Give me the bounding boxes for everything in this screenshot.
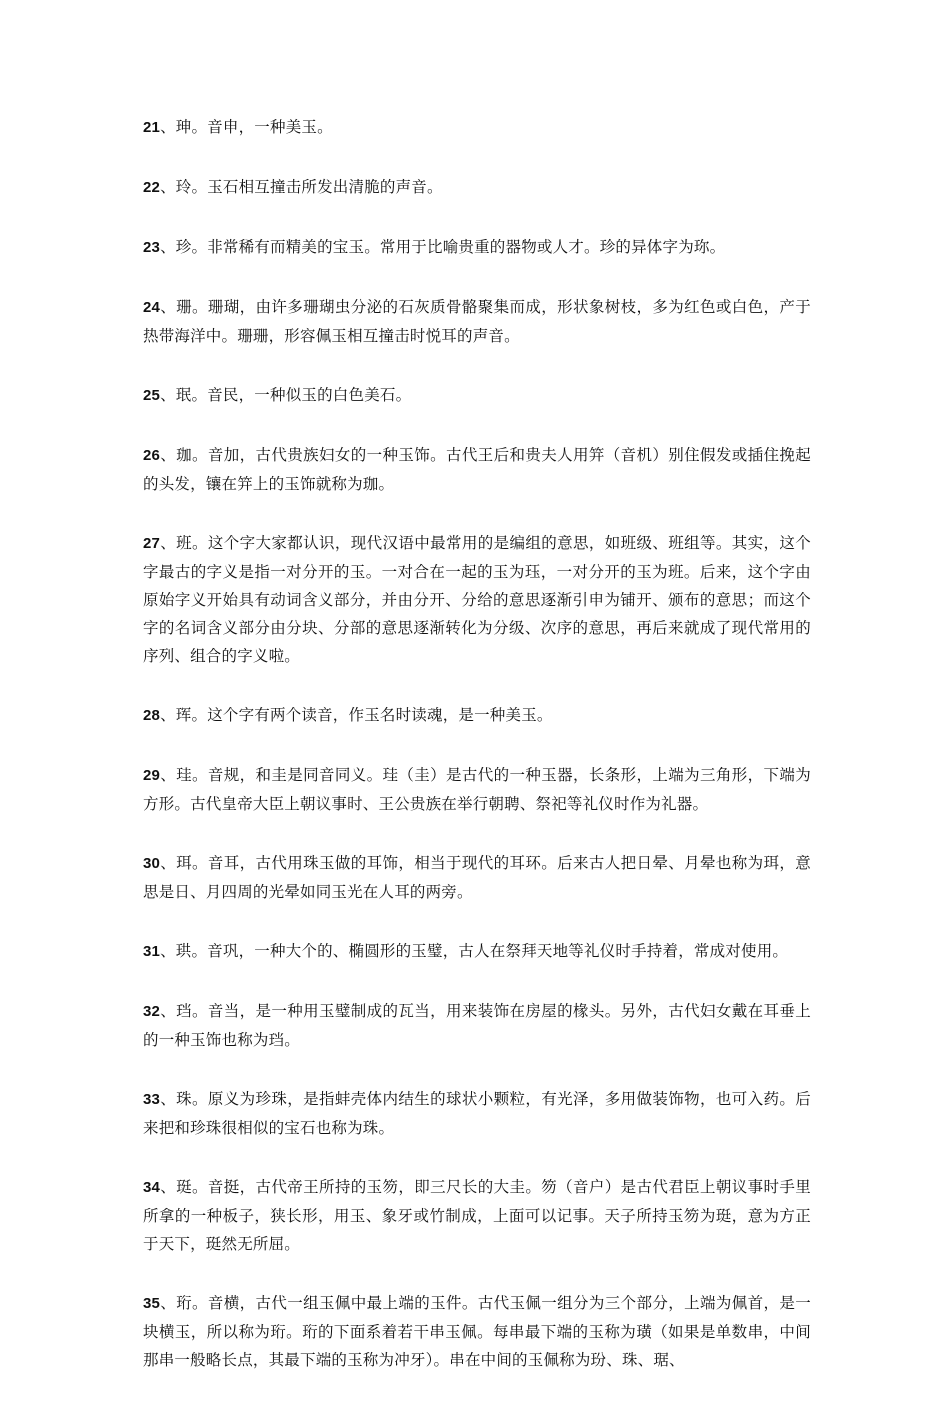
entry-list [143,113,811,1405]
entry-text: 、珩。音横，古代一组玉佩中最上端的玉件。古代玉佩一组分为三个部分，上端为佩首，是一块横玉，所以称为珩。珩的下面系着若干串玉佩。每串最下端的玉称为璜（如果是单数串，中间那串一般略长点，其最下端的玉称为冲牙）。串在中间的玉佩称为玢、珠、琚、 [143,1294,811,1369]
entry-34 [143,1173,811,1258]
entry-number: 23 [143,239,161,256]
entry-number: 31 [143,943,161,960]
entry-number: 27 [143,535,161,552]
entry-33 [143,1085,811,1142]
entry-number: 29 [143,767,161,784]
entry-text: 、珪。音规，和圭是同音同义。珪（圭）是古代的一种玉器，长条形，上端为三角形，下端为方形。古代皇帝大臣上朝议事时、王公贵族在举行朝聘、祭祀等礼仪时作为礼器。 [143,766,811,813]
entry-27 [143,529,811,670]
entry-number: 30 [143,855,161,872]
entry-24 [143,293,811,350]
entry-text: 、珅。音申，一种美玉。 [160,118,333,136]
entry-26 [143,441,811,498]
entry-29 [143,761,811,818]
entry-text: 、玲。玉石相互撞击所发出清脆的声音。 [160,178,443,196]
entry-number: 35 [143,1295,161,1312]
entry-text: 、珰。音当，是一种用玉璧制成的瓦当，用来装饰在房屋的椽头。另外，古代妇女戴在耳垂上的一种玉饰也称为珰。 [143,1002,811,1049]
entry-25 [143,381,811,410]
entry-text: 、珠。原义为珍珠，是指蚌壳体内结生的球状小颗粒，有光泽，多用做装饰物，也可入药。后来把和珍珠很相似的宝石也称为珠。 [143,1090,811,1137]
entry-text: 、珉。音民，一种似玉的白色美石。 [160,386,412,404]
entry-number: 26 [143,447,161,464]
entry-32 [143,997,811,1054]
entry-number: 22 [143,179,161,196]
entry-text: 、珍。非常稀有而精美的宝玉。常用于比喻贵重的器物或人才。珍的异体字为珎。 [160,238,726,256]
entry-text: 、珈。音加，古代贵族妇女的一种玉饰。古代王后和贵夫人用笄（音机）别住假发或插住挽起的头发，镶在笄上的玉饰就称为珈。 [143,446,811,493]
entry-31 [143,937,811,966]
entry-text: 、珙。音巩，一种大个的、椭圆形的玉璧，古人在祭拜天地等礼仪时手持着，常成对使用。 [160,942,789,960]
entry-number: 21 [143,119,161,136]
entry-35 [143,1289,811,1374]
entry-text: 、珽。音挺，古代帝王所持的玉笏，即三尺长的大圭。笏（音户）是古代君臣上朝议事时手里所拿的一种板子，狭长形，用玉、象牙或竹制成，上面可以记事。天子所持玉笏为珽，意为方正于天下，珽然无所屈。 [143,1178,811,1253]
entry-text: 、珥。音耳，古代用珠玉做的耳饰，相当于现代的耳环。后来古人把日晕、月晕也称为珥，意思是日、月四周的光晕如同玉光在人耳的两旁。 [143,854,811,901]
entry-number: 32 [143,1003,161,1020]
entry-number: 34 [143,1179,161,1196]
entry-21 [143,113,811,142]
entry-text: 、班。这个字大家都认识，现代汉语中最常用的是编组的意思，如班级、班组等。其实，这个字最古的字义是指一对分开的玉。一对合在一起的玉为珏，一对分开的玉为班。后来，这个字由原始字义开始具有动词含义部分，并由分开、分给的意思逐渐引申为铺开、颁布的意思；而这个字的名词含义部分由分块、分部的意思逐渐转化为分级、次序的意思，再后来就成了现代常用的序列、组合的字义啦。 [143,534,811,665]
entry-text: 、珊。珊瑚，由许多珊瑚虫分泌的石灰质骨骼聚集而成，形状象树枝，多为红色或白色，产于热带海洋中。珊珊，形容佩玉相互撞击时悦耳的声音。 [143,298,811,345]
entry-text: 、珲。这个字有两个读音，作玉名时读魂，是一种美玉。 [160,706,553,724]
entry-30 [143,849,811,906]
entry-number: 25 [143,387,161,404]
entry-28 [143,701,811,730]
entry-number: 33 [143,1091,161,1108]
entry-22 [143,173,811,202]
entry-number: 28 [143,707,161,724]
entry-23 [143,233,811,262]
entry-number: 24 [143,299,161,316]
